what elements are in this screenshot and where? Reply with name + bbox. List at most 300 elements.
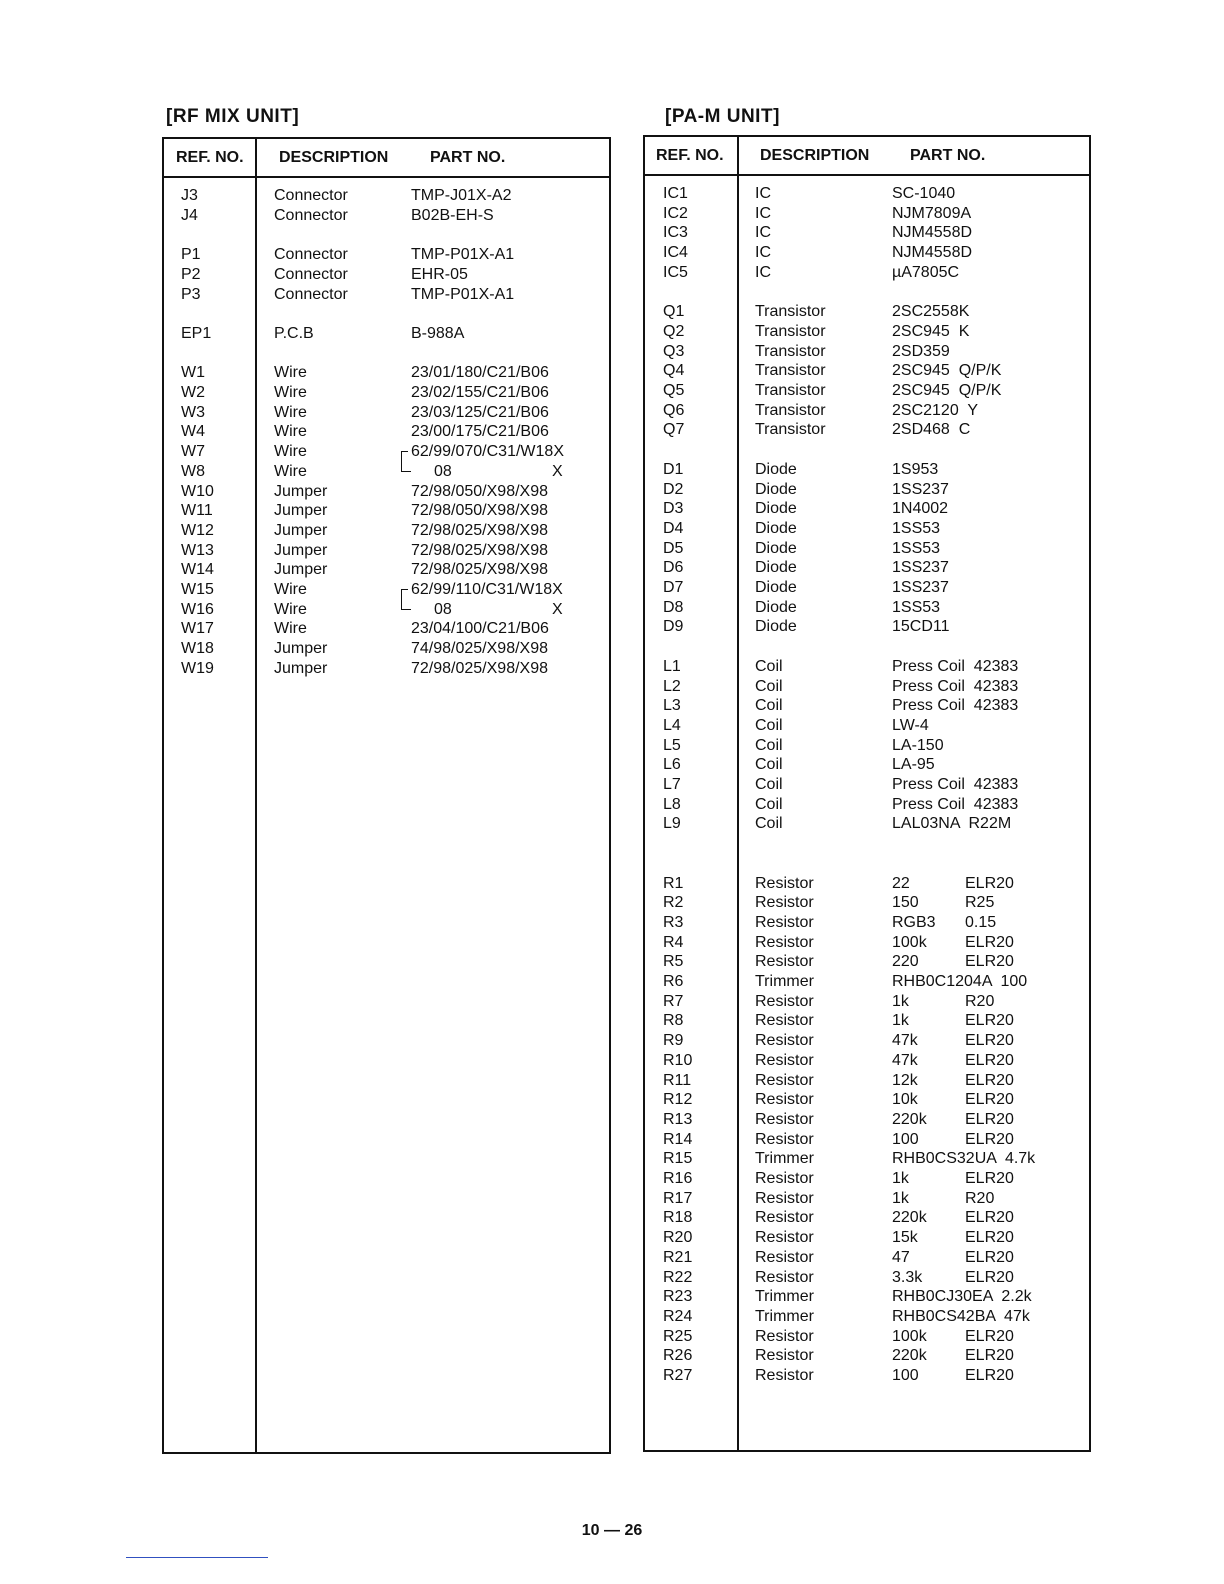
part-no-cell: 15CD11 [892,618,950,636]
description-cell: Resistor [755,1012,814,1030]
part-no-cell: B02B-EH-S [411,206,494,224]
description-cell: Resistor [755,913,814,931]
table-row [164,619,609,639]
table-row [164,245,609,265]
part-no-cell: 10k [892,1091,918,1109]
part-no-cell: 100k [892,933,927,951]
ref-no-cell: W14 [181,561,214,579]
part-no-suffix-cell: ELR20 [965,1248,1014,1266]
table-row [645,263,1089,283]
part-no-cell: 72/98/050/X98/X98 [411,482,549,500]
part-no-cell: 23/02/155/C21/B06 [411,384,549,401]
table-row [164,206,609,226]
part-no-cell: 1k [892,992,909,1010]
table-row [164,324,609,344]
table-row [645,361,1089,381]
table-row [645,558,1089,578]
part-no-cell: 08 [434,600,452,618]
ref-no-cell: J4 [181,206,198,224]
part-no-suffix-cell: R20 [965,1189,995,1207]
ref-no-cell: L1 [663,657,681,675]
ref-no-cell: R9 [663,1032,684,1050]
table-row [645,755,1089,775]
description-cell: Resistor [755,1347,814,1365]
header-part-no: PART NO. [430,149,506,166]
header-ref-no: REF. NO. [656,147,724,164]
description-cell: Resistor [755,1130,814,1148]
description-cell: Resistor [755,1327,814,1345]
part-no-cell: 72/98/025/X98/X98 [411,521,549,539]
part-no-cell: 72/98/025/X98/X98 [411,659,549,677]
part-no-suffix-cell: ELR20 [965,1209,1014,1227]
table-row [645,578,1089,598]
part-no-suffix-cell: ELR20 [965,1130,1014,1148]
description-cell: Transistor [755,342,826,360]
table-row [164,304,609,324]
part-no-cell: 1SS237 [892,480,949,498]
ref-no-cell: R10 [663,1051,693,1069]
description-cell: Coil [755,776,783,793]
ref-no-cell: Q3 [663,342,685,360]
table-row [645,1228,1089,1248]
table-row [645,716,1089,736]
part-no-cell: LAL03NA R22M [892,815,1012,833]
ref-no-cell: J3 [181,187,198,204]
description-cell: Coil [755,736,783,754]
table-row [645,1366,1089,1386]
ref-no-cell: L5 [663,736,681,754]
table-row [645,1307,1089,1327]
description-cell: Resistor [755,1170,814,1187]
ref-no-cell: W13 [181,541,214,559]
table-row [164,265,609,285]
part-no-cell: 100 [892,1130,919,1148]
table-row [645,1031,1089,1051]
description-cell: Coil [755,756,783,774]
ref-no-cell: R13 [663,1110,693,1128]
description-cell: Connector [274,265,348,283]
table-row [645,1110,1089,1130]
description-cell: Diode [755,539,797,557]
part-no-cell: 47k [892,1032,918,1050]
ref-no-cell: R22 [663,1268,693,1286]
table-row [645,1071,1089,1091]
ref-no-cell: IC4 [663,244,688,262]
ref-no-cell: R5 [663,953,684,971]
table-row [164,344,609,364]
ref-no-cell: W3 [181,403,205,421]
ref-no-cell: P1 [181,246,201,264]
part-no-cell: LA-150 [892,736,944,754]
part-no-cell: 15k [892,1229,918,1247]
description-cell: Resistor [755,894,814,912]
part-no-suffix-cell: ELR20 [965,1347,1014,1365]
ref-no-cell: D5 [663,539,684,557]
part-no-cell: 47k [892,1051,918,1069]
ref-no-cell: R11 [663,1071,692,1089]
table-row [645,677,1089,697]
table-row [645,913,1089,933]
ref-no-cell: R6 [663,973,684,990]
description-cell: Jumper [274,541,328,559]
table-row [645,1327,1089,1347]
table-row [645,401,1089,421]
ref-no-cell: D9 [663,618,684,636]
part-no-cell: 220k [892,1347,927,1365]
ref-no-cell: R1 [663,874,684,892]
description-cell: Connector [274,246,348,264]
header-description: DESCRIPTION [279,149,389,166]
table-row [164,383,609,403]
description-cell: IC [755,204,771,222]
ref-no-cell: EP1 [181,324,212,342]
ref-no-cell: L7 [663,776,681,793]
ref-no-cell: R20 [663,1229,693,1247]
part-no-cell: 2SC2558K [892,303,970,321]
part-no-cell: 1S953 [892,460,939,478]
rf-table-header [164,139,609,178]
part-no-cell: 08 [434,462,452,480]
part-no-cell: 2SC945 Q/P/K [892,382,1002,399]
ref-no-cell: R21 [663,1248,693,1266]
part-no-cell: Press Coil 42383 [892,795,1019,813]
description-cell: P.C.B [274,324,314,342]
part-no-cell: 100 [892,1367,919,1384]
description-cell: Coil [755,657,783,675]
description-cell: Coil [755,795,783,813]
table-row [645,1346,1089,1366]
ref-no-cell: W7 [181,443,205,461]
description-cell: Connector [274,285,348,303]
header-ref-no: REF. NO. [176,149,244,166]
part-no-cell: TMP-P01X-A1 [411,285,515,303]
description-cell: Resistor [755,1189,814,1207]
table-row [645,795,1089,815]
ref-no-cell: R12 [663,1091,693,1109]
part-no-cell: 47 [892,1248,910,1266]
part-no-suffix-cell: X [552,462,563,480]
table-row [164,422,609,442]
part-no-suffix-cell: ELR20 [965,953,1014,971]
description-cell: Transistor [755,401,826,419]
part-no-suffix-cell: R20 [965,992,995,1010]
rf-mix-unit-title: [RF MIX UNIT] [166,106,300,127]
table-row [645,302,1089,322]
ref-no-cell: W4 [181,423,205,441]
description-cell: Coil [755,697,783,715]
part-no-cell: 1k [892,1012,909,1030]
part-no-cell: 220 [892,953,919,971]
ref-no-cell: R25 [663,1327,693,1345]
description-cell: Diode [755,500,797,518]
part-no-suffix-cell: ELR20 [965,1032,1014,1050]
table-row [645,834,1089,854]
table-row [645,1189,1089,1209]
part-no-cell: RHB0CJ30EA 2.2k [892,1288,1032,1306]
table-row [645,637,1089,657]
description-cell: Trimmer [755,1150,814,1168]
description-cell: Resistor [755,1071,814,1089]
ref-no-cell: W2 [181,384,205,401]
table-row [164,501,609,521]
part-no-cell: 72/98/025/X98/X98 [411,561,549,579]
part-no-cell: µA7805C [892,263,960,281]
ref-no-cell: Q6 [663,401,685,419]
header-description: DESCRIPTION [760,147,870,164]
table-row [645,952,1089,972]
description-cell: Wire [274,462,307,480]
footer-rule [126,1557,268,1558]
description-cell: Transistor [755,421,826,439]
description-cell: Trimmer [755,973,814,990]
table-row [645,283,1089,303]
wire-pair-bracket [401,451,408,472]
table-row [164,541,609,561]
description-cell: IC [755,224,771,242]
table-row [645,933,1089,953]
part-no-cell: LW-4 [892,716,929,734]
description-cell: Wire [274,443,307,461]
ref-no-cell: W10 [181,482,214,500]
part-no-cell: 100k [892,1327,927,1345]
table-row [164,225,609,245]
part-no-cell: 1SS53 [892,598,941,616]
description-cell: IC [755,244,771,262]
ref-no-cell: R17 [663,1189,693,1207]
table-row [645,480,1089,500]
description-cell: Coil [755,716,783,734]
part-no-cell: RHB0C1204A 100 [892,973,1028,990]
ref-no-cell: D4 [663,519,684,537]
table-row [645,874,1089,894]
table-row [645,499,1089,519]
part-no-cell: 1SS237 [892,579,949,596]
part-no-cell: Press Coil 42383 [892,776,1019,793]
part-no-cell: 150 [892,894,919,912]
ref-no-cell: R18 [663,1209,693,1227]
part-no-cell: 1SS53 [892,539,941,557]
ref-no-cell: Q7 [663,421,685,439]
ref-no-cell: W11 [181,502,213,520]
part-no-suffix-cell: ELR20 [965,874,1014,892]
pa-m-parts-table [643,135,1091,1452]
page-number: 10 — 26 [581,1522,643,1539]
description-cell: Diode [755,559,797,577]
table-row [164,521,609,541]
pam-table-header [645,137,1089,176]
ref-no-cell: R2 [663,894,684,912]
table-row [645,519,1089,539]
description-cell: Wire [274,384,307,401]
ref-no-cell: D3 [663,500,684,518]
table-row [645,243,1089,263]
part-no-cell: NJM4558D [892,224,973,242]
ref-no-cell: IC2 [663,204,688,222]
ref-no-cell: W19 [181,659,214,677]
part-no-cell: RHB0CS32UA 4.7k [892,1150,1036,1168]
ref-no-cell: D8 [663,598,684,616]
ref-no-cell: L6 [663,756,681,774]
part-no-cell: 1k [892,1189,909,1207]
part-no-suffix-cell: ELR20 [965,1327,1014,1345]
table-row [164,482,609,502]
ref-no-cell: D6 [663,559,684,577]
ref-no-cell: W1 [181,364,205,382]
description-cell: Diode [755,579,797,596]
part-no-cell: 3.3k [892,1268,923,1286]
table-row [645,775,1089,795]
description-cell: Jumper [274,640,328,658]
description-cell: Trimmer [755,1288,814,1306]
table-row [645,854,1089,874]
ref-no-cell: Q5 [663,382,685,399]
part-no-suffix-cell: ELR20 [965,1367,1014,1384]
ref-no-cell: L4 [663,716,681,734]
table-row [645,617,1089,637]
table-row [164,403,609,423]
ref-no-cell: W16 [181,600,214,618]
part-no-suffix-cell: ELR20 [965,1110,1014,1128]
description-cell: Jumper [274,482,328,500]
table-row [645,539,1089,559]
description-cell: Resistor [755,953,814,971]
description-cell: Resistor [755,1268,814,1286]
table-row [164,186,609,206]
description-cell: Resistor [755,1051,814,1069]
ref-no-cell: W12 [181,521,214,539]
part-no-cell: 72/98/050/X98/X98 [411,502,549,520]
description-cell: Resistor [755,933,814,951]
description-cell: Transistor [755,322,826,340]
description-cell: Diode [755,460,797,478]
part-no-cell: SC-1040 [892,185,956,202]
part-no-cell: Press Coil 42383 [892,657,1019,675]
description-cell: Resistor [755,1229,814,1247]
table-row [645,1268,1089,1288]
ref-no-cell: R15 [663,1150,693,1168]
part-no-cell: 23/04/100/C21/B06 [411,620,549,638]
ref-no-cell: W17 [181,620,214,638]
part-no-suffix-cell: ELR20 [965,1091,1014,1109]
table-row [645,322,1089,342]
table-row [164,659,609,679]
description-cell: Diode [755,480,797,498]
ref-no-cell: L3 [663,697,681,715]
description-cell: Jumper [274,521,328,539]
description-cell: Resistor [755,1091,814,1109]
part-no-cell: EHR-05 [411,265,468,283]
part-no-cell: NJM4558D [892,244,973,262]
table-row [164,639,609,659]
table-row [645,420,1089,440]
ref-no-cell: P3 [181,285,201,303]
description-cell: Resistor [755,992,814,1010]
ref-no-cell: L8 [663,795,681,813]
ref-no-cell: P2 [181,265,201,283]
table-row [164,363,609,383]
part-no-suffix-cell: ELR20 [965,1229,1014,1247]
part-no-cell: 23/01/180/C21/B06 [411,364,549,382]
description-cell: Resistor [755,874,814,892]
part-no-cell: 2SC2120 Y [892,401,978,419]
description-cell: Trimmer [755,1307,814,1325]
description-cell: Wire [274,403,307,421]
part-no-cell: 72/98/025/X98/X98 [411,541,549,559]
description-cell: Wire [274,620,307,638]
part-no-cell: 1SS53 [892,519,941,537]
table-row [164,560,609,580]
table-row [164,442,609,462]
part-no-cell: B-988A [411,324,465,342]
table-row [645,893,1089,913]
ref-no-cell: R23 [663,1288,693,1306]
table-row [645,972,1089,992]
table-row [645,342,1089,362]
description-cell: Wire [274,581,307,598]
ref-no-cell: Q1 [663,303,685,321]
part-no-cell: 1SS237 [892,559,949,577]
table-row [645,184,1089,204]
description-cell: IC [755,185,771,202]
description-cell: Coil [755,677,783,695]
part-no-cell: 2SC945 K [892,322,970,340]
part-no-suffix-cell: 0.15 [965,913,997,931]
part-no-cell: 220k [892,1209,927,1227]
part-no-suffix-cell: ELR20 [965,1012,1014,1030]
table-row [164,285,609,305]
table-row [645,1090,1089,1110]
description-cell: Diode [755,519,797,537]
ref-no-cell: W15 [181,581,214,598]
table-row [645,696,1089,716]
ref-no-cell: W8 [181,462,205,480]
ref-no-cell: L9 [663,815,681,833]
part-no-cell: Press Coil 42383 [892,677,1019,695]
part-no-cell: 62/99/110/C31/W18X [411,581,563,598]
description-cell: Resistor [755,1367,814,1384]
part-no-suffix-cell: ELR20 [965,1170,1014,1187]
ref-no-cell: R14 [663,1130,693,1148]
description-cell: IC [755,263,771,281]
ref-no-cell: Q4 [663,362,685,380]
ref-no-cell: R8 [663,1012,684,1030]
part-no-cell: LA-95 [892,756,935,774]
ref-no-cell: D2 [663,480,684,498]
pa-m-unit-title: [PA-M UNIT] [665,106,780,127]
part-no-cell: NJM7809A [892,204,972,222]
part-no-suffix-cell: R25 [965,894,995,912]
part-no-suffix-cell: ELR20 [965,1071,1014,1089]
part-no-cell: 12k [892,1071,918,1089]
rf-mix-parts-table [162,137,611,1454]
part-no-cell: 23/03/125/C21/B06 [411,403,549,421]
part-no-cell: RGB3 [892,913,936,931]
table-row [164,580,609,600]
part-no-suffix-cell: ELR20 [965,1268,1014,1286]
ref-no-cell: R16 [663,1170,693,1187]
ref-no-cell: L2 [663,677,681,695]
wire-pair-bracket-foot [401,609,411,610]
table-row [645,1287,1089,1307]
ref-no-cell: IC1 [663,185,688,202]
description-cell: Transistor [755,362,826,380]
table-row [645,736,1089,756]
part-no-cell: 2SD468 C [892,421,971,439]
wire-pair-bracket-foot [401,471,411,472]
part-no-suffix-cell: ELR20 [965,933,1014,951]
part-no-cell: TMP-P01X-A1 [411,246,515,264]
header-part-no: PART NO. [910,147,986,164]
